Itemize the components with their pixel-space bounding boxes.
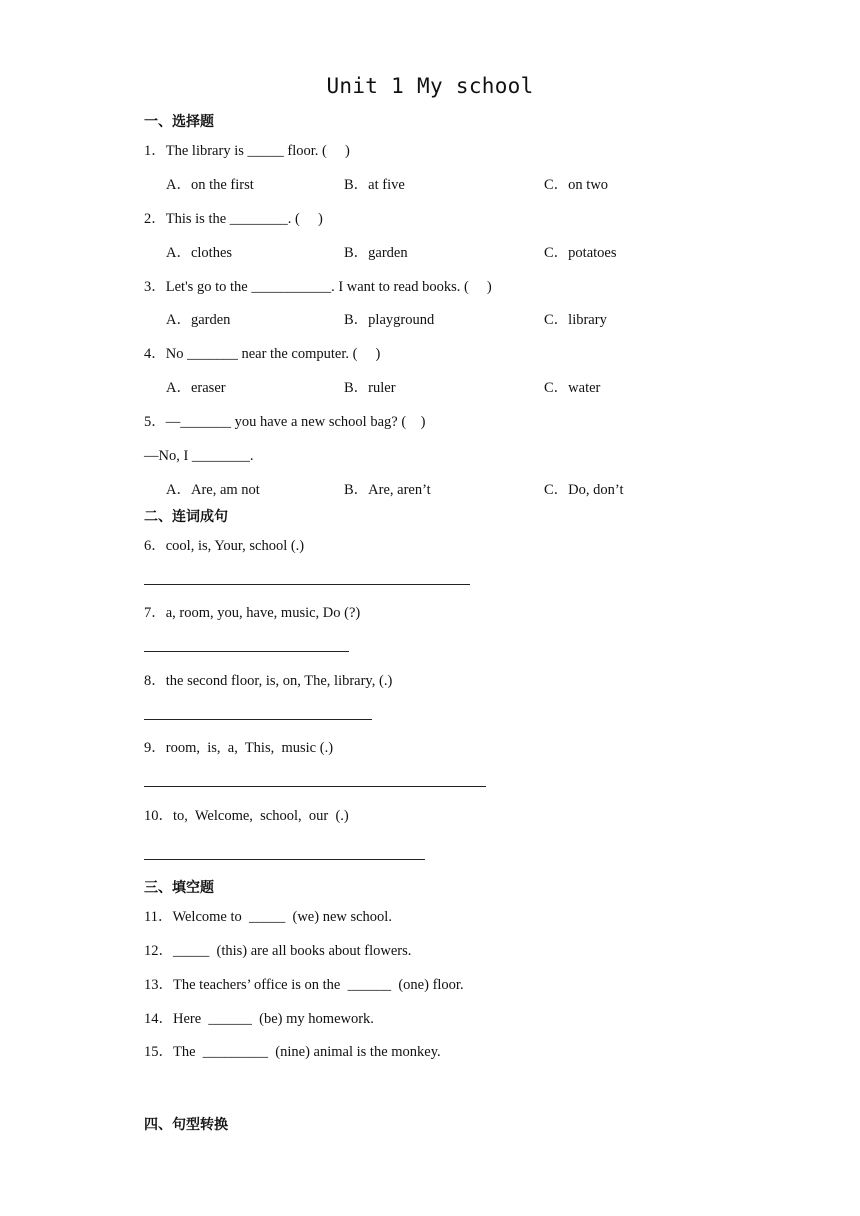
- question-1-option-a: A．on the first: [166, 177, 254, 193]
- question-2-option-a: A．clothes: [166, 245, 233, 261]
- question-2-option-b: B．garden: [344, 245, 408, 261]
- question-1-option-b: B．at five: [344, 177, 405, 193]
- question-11: 11．Welcome to _____ (we) new school.: [144, 909, 392, 925]
- question-4: 4．No _______ near the computer. ( ): [144, 346, 381, 362]
- question-10: 10．to, Welcome, school, our (.): [144, 808, 349, 824]
- question-6: 6．cool, is, Your, school (.): [144, 538, 305, 554]
- question-3-option-a: A．garden: [166, 312, 231, 328]
- answer-line-9: [144, 786, 486, 787]
- section-heading-sentence-ordering: 二、连词成句: [144, 509, 228, 525]
- question-13: 13．The teachers’ office is on the ______ (one) floor.: [144, 977, 464, 993]
- question-1-option-c: C．on two: [544, 177, 609, 193]
- question-2: 2．This is the ________. ( ): [144, 211, 323, 227]
- question-5-option-a: A．Are, am not: [166, 482, 260, 498]
- answer-line-8: [144, 719, 372, 720]
- section-heading-sentence-transformation: 四、句型转换: [144, 1117, 228, 1133]
- answer-line-7: [144, 651, 349, 652]
- question-3: 3．Let's go to the ___________. I want to read books. ( ): [144, 279, 492, 295]
- question-4-option-a: A．eraser: [166, 380, 226, 396]
- question-4-option-b: B．ruler: [344, 380, 396, 396]
- question-4-option-c: C．water: [544, 380, 601, 396]
- answer-line-10: [144, 859, 425, 860]
- question-14: 14．Here ______ (be) my homework.: [144, 1011, 374, 1027]
- question-15: 15．The _________ (nine) animal is the monkey.: [144, 1044, 441, 1060]
- question-5-option-c: C．Do, don’t: [544, 482, 624, 498]
- question-7: 7．a, room, you, have, music, Do (?): [144, 605, 361, 621]
- question-5: 5．—_______ you have a new school bag? ( ): [144, 414, 426, 430]
- section-heading-multiple-choice: 一、选择题: [144, 114, 214, 130]
- question-9: 9．room, is, a, This, music (.): [144, 740, 334, 756]
- answer-line-6: [144, 584, 470, 585]
- question-1: 1．The library is _____ floor. ( ): [144, 143, 350, 159]
- question-3-option-b: B．playground: [344, 312, 435, 328]
- page-title: Unit 1 My school: [326, 74, 534, 98]
- question-2-option-c: C．potatoes: [544, 245, 617, 261]
- question-5-reply: —No, I ________.: [144, 448, 254, 464]
- question-12: 12．_____ (this) are all books about flowers.: [144, 943, 412, 959]
- question-5-option-b: B．Are, aren’t: [344, 482, 431, 498]
- question-8: 8．the second floor, is, on, The, library, (.): [144, 673, 393, 689]
- section-heading-fill-in-blanks: 三、填空题: [144, 880, 214, 896]
- question-3-option-c: C．library: [544, 312, 607, 328]
